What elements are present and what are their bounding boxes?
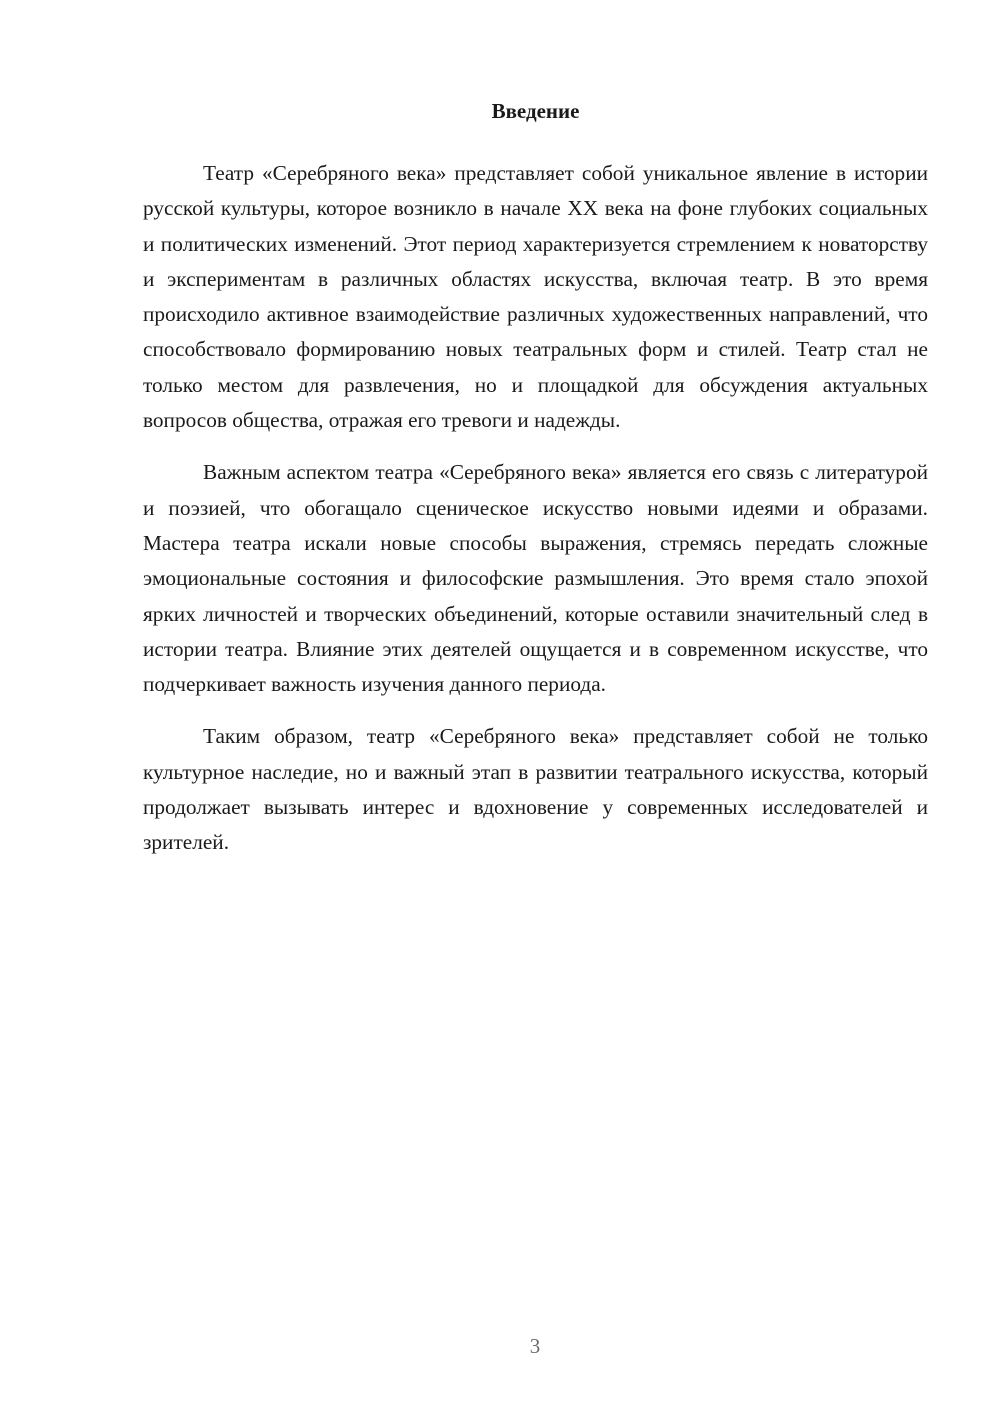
page-number: 3 — [529, 1334, 541, 1358]
section-title: Введение — [491, 99, 580, 123]
paragraph-2: Важным аспектом театра «Серебряного века» является его связь с литературой и поэзией, что обогащало сценическое искусство новыми идеями и образами. Мастера театра искали новые способы выражения, стремясь передать сложные эмоциональные состояния и философские размышления. Это время стало эпохой ярких личностей и творческих объединений, которые оставили значительный след в истории театра. Влияние этих деятелей ощущается и в современном искусстве, что подчеркивает важность изучения данного периода. — [143, 460, 928, 697]
page-content — [143, 96, 928, 861]
paragraph-1: Театр «Серебряного века» представляет собой уникальное явление в истории русской культуры, которое возникло в начале XX века на фоне глубоких социальных и политических изменений. Этот период характеризуется стремлением к новаторству и экспериментам в различных областях искусства, включая театр. В это время происходило активное взаимодействие различных художественных направлений, что способствовало формированию новых театральных форм и стилей. Театр стал не только местом для развлечения, но и площадкой для обсуждения актуальных вопросов общества, отражая его тревоги и надежды. — [143, 161, 928, 433]
paragraph-3: Таким образом, театр «Серебряного века» представляет собой не только культурное наследие, но и важный этап в развитии театрального искусства, который продолжает вызывать интерес и вдохновение у современных исследователей и зрителей. — [143, 724, 928, 855]
